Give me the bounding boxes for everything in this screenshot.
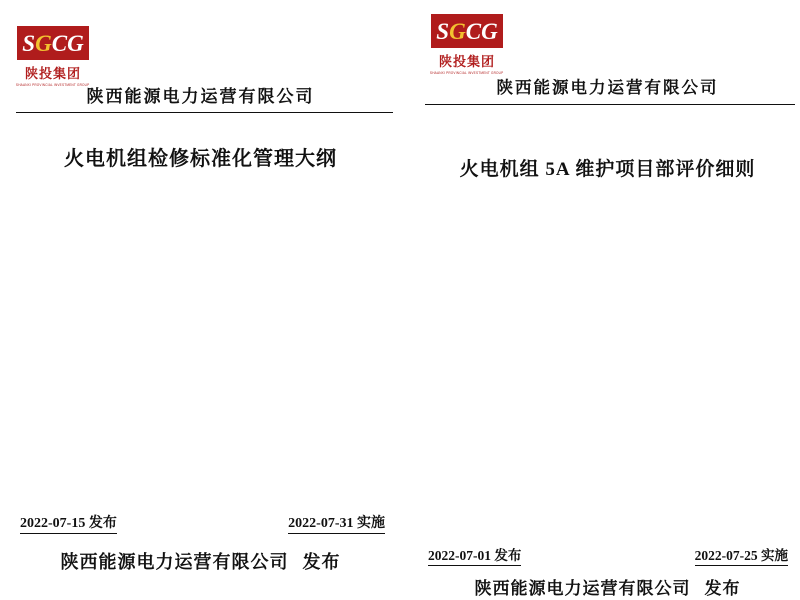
logo-subtitle: 陕投集团 <box>24 66 81 81</box>
publisher-name: 陕西能源电力运营有限公司 <box>60 552 289 572</box>
logo-letter-g: G <box>67 30 84 56</box>
logo-letter-s: S <box>22 30 36 56</box>
logo-english-name: SHAANXI PROVINCIAL INVESTMENT GROUP <box>16 83 90 87</box>
organization-name: 陕西能源电力运营有限公司 <box>86 87 315 106</box>
logo-letter-s: S <box>436 18 450 44</box>
sgcg-logo-icon <box>17 26 89 60</box>
effective-date: 2022-07-25 实施 <box>695 544 788 566</box>
publisher-line <box>420 574 795 599</box>
document-cover-right <box>420 8 795 600</box>
publisher-name: 陕西能源电力运营有限公司 <box>474 579 691 598</box>
document-title: 火电机组 5A 维护项目部评价细则 <box>459 159 756 180</box>
document-title: 火电机组检修标准化管理大纲 <box>64 148 337 170</box>
publisher-suffix: 发布 <box>704 579 741 598</box>
logo-english-name: SHAANXI PROVINCIAL INVESTMENT GROUP <box>430 71 504 75</box>
sgcg-logo-icon <box>431 14 503 48</box>
logo-letter-g-accent: G <box>449 18 466 44</box>
effective-date: 2022-07-31 实施 <box>288 512 385 534</box>
header-divider <box>16 112 393 113</box>
logo-letter-g-accent: G <box>35 30 52 56</box>
logo-letter-c: C <box>51 30 68 56</box>
company-logo-left <box>14 26 92 87</box>
date-row <box>428 544 788 566</box>
organization-name: 陕西能源电力运营有限公司 <box>496 78 719 97</box>
publisher-suffix: 发布 <box>302 552 341 572</box>
issue-date: 2022-07-15 发布 <box>20 512 117 534</box>
logo-subtitle: 陕投集团 <box>438 54 495 69</box>
header-divider <box>425 104 795 105</box>
date-row <box>20 512 385 534</box>
issue-date: 2022-07-01 发布 <box>428 544 521 566</box>
logo-letter-c: C <box>465 18 482 44</box>
company-logo-right <box>428 14 506 75</box>
logo-letter-g: G <box>481 18 498 44</box>
publisher-line <box>8 548 393 574</box>
document-cover-left <box>8 0 393 585</box>
